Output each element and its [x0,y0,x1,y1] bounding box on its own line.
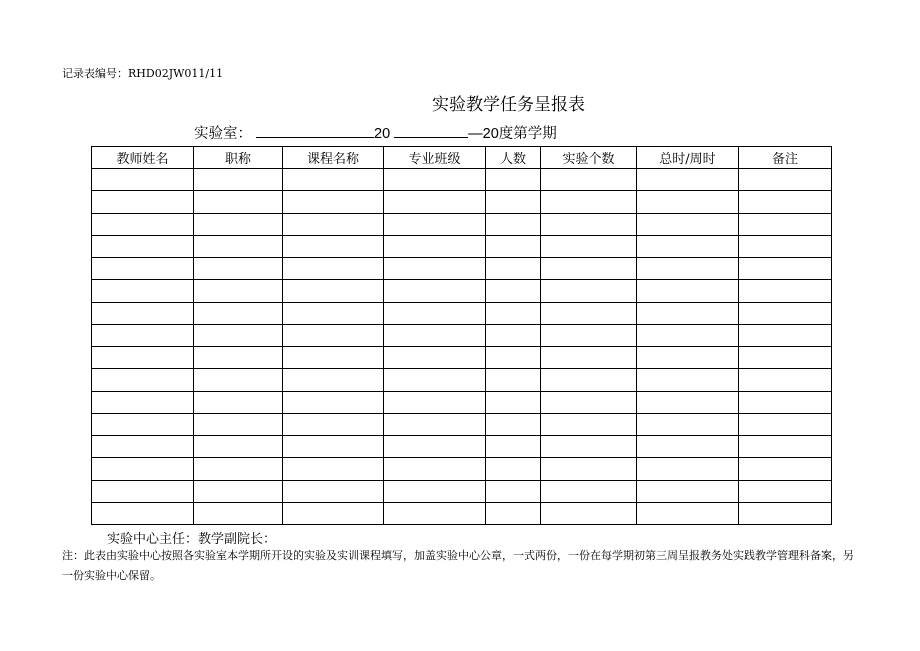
table-cell[interactable] [384,324,486,346]
record-number: 记录表编号：RHD02JW011/11 [62,67,224,80]
header-course-name: 课程名称 [283,147,384,169]
table-cell[interactable] [92,413,194,435]
table-cell[interactable] [739,169,832,191]
table-cell[interactable] [384,502,486,524]
table-cell[interactable] [739,324,832,346]
table-cell[interactable] [283,169,384,191]
table-cell[interactable] [739,280,832,302]
table-cell[interactable] [384,369,486,391]
table-cell[interactable] [541,302,637,324]
table-cell[interactable] [194,458,283,480]
signature-line [107,528,276,547]
table-cell[interactable] [637,213,739,235]
table-cell[interactable] [283,369,384,391]
header-title: 职称 [194,147,283,169]
table-cell[interactable] [739,258,832,280]
table-row [92,213,832,235]
table-cell[interactable] [194,258,283,280]
table-cell[interactable] [486,413,541,435]
table-row [92,302,832,324]
table-cell[interactable] [194,391,283,413]
table-cell[interactable] [637,191,739,213]
center-director-label: 实验中心主任： [107,532,199,547]
table-cell[interactable] [486,480,541,502]
table-cell[interactable] [637,280,739,302]
table-cell[interactable] [92,191,194,213]
table-cell[interactable] [541,502,637,524]
table-cell[interactable] [541,458,637,480]
table-cell[interactable] [541,191,637,213]
table-cell[interactable] [384,191,486,213]
table-cell[interactable] [739,413,832,435]
table-body [92,169,832,525]
table-cell[interactable] [92,324,194,346]
table-cell[interactable] [92,169,194,191]
table-cell[interactable] [486,169,541,191]
table-cell[interactable] [637,458,739,480]
table-cell[interactable] [283,280,384,302]
table-cell[interactable] [486,235,541,257]
table-cell[interactable] [283,324,384,346]
table-cell[interactable] [486,302,541,324]
table-cell[interactable] [283,191,384,213]
form-title: 实验教学任务呈报表 [432,95,585,115]
table-cell[interactable] [739,302,832,324]
table-cell[interactable] [194,235,283,257]
year-blank[interactable] [394,124,468,138]
table-cell[interactable] [541,280,637,302]
table-row [92,347,832,369]
vice-dean-label: 教学副院长： [198,532,277,547]
table-cell[interactable] [541,413,637,435]
form-subheading [194,122,557,143]
table-cell[interactable] [486,436,541,458]
table-cell[interactable] [194,324,283,346]
table-row [92,458,832,480]
table-cell[interactable] [384,213,486,235]
header-major-class: 专业班级 [384,147,486,169]
table-cell[interactable] [92,302,194,324]
year-suffix: —20度第学期 [468,126,557,142]
table-cell[interactable] [637,169,739,191]
table-cell[interactable] [92,280,194,302]
table-cell[interactable] [637,324,739,346]
table-cell[interactable] [637,502,739,524]
table-row [92,280,832,302]
table-cell[interactable] [194,191,283,213]
table-row [92,324,832,346]
header-experiment-count: 实验个数 [541,147,637,169]
table-cell[interactable] [384,391,486,413]
header-teacher-name: 教师姓名 [92,147,194,169]
header-remarks: 备注 [739,147,832,169]
table-cell[interactable] [541,213,637,235]
table-cell[interactable] [739,347,832,369]
table-cell[interactable] [486,191,541,213]
footnote: 注：此表由实验中心按照各实验室本学期所开设的实验及实训课程填写，加盖实验中心公章，一式两份，一份在每学期初第三周呈报教务处实践教学管理科备案，另一份实验中心保留。 [62,549,854,582]
table-cell[interactable] [637,391,739,413]
table-cell[interactable] [384,347,486,369]
table-cell[interactable] [283,302,384,324]
table-header-row [92,147,832,169]
table-cell[interactable] [194,436,283,458]
table-cell[interactable] [92,436,194,458]
table-cell[interactable] [486,369,541,391]
table-row [92,391,832,413]
table-cell[interactable] [541,235,637,257]
table-row [92,480,832,502]
table-cell[interactable] [283,502,384,524]
table-cell[interactable] [486,391,541,413]
table-cell[interactable] [384,458,486,480]
table-cell[interactable] [283,436,384,458]
task-report-table [91,146,832,525]
table-cell[interactable] [92,213,194,235]
table-cell[interactable] [384,436,486,458]
table-cell[interactable] [194,347,283,369]
table-cell[interactable] [739,369,832,391]
table-cell[interactable] [194,169,283,191]
table-cell[interactable] [637,436,739,458]
table-cell[interactable] [637,302,739,324]
table-cell[interactable] [283,480,384,502]
table-cell[interactable] [283,235,384,257]
table-cell[interactable] [194,213,283,235]
table-cell[interactable] [486,213,541,235]
table-cell[interactable] [384,258,486,280]
table-cell[interactable] [384,280,486,302]
table-cell[interactable] [541,436,637,458]
table-cell[interactable] [637,235,739,257]
table-cell[interactable] [384,169,486,191]
table-cell[interactable] [92,391,194,413]
table-cell[interactable] [194,480,283,502]
table-cell[interactable] [637,413,739,435]
table-cell[interactable] [486,280,541,302]
table-cell[interactable] [384,235,486,257]
table-cell[interactable] [541,480,637,502]
table-cell[interactable] [92,502,194,524]
table-cell[interactable] [541,391,637,413]
table-row [92,258,832,280]
table-cell[interactable] [384,480,486,502]
table-cell[interactable] [194,280,283,302]
table-cell[interactable] [541,369,637,391]
lab-name-blank[interactable] [256,124,374,138]
table-cell[interactable] [541,324,637,346]
table-cell[interactable] [283,391,384,413]
table-cell[interactable] [92,347,194,369]
header-student-count: 人数 [486,147,541,169]
table-cell[interactable] [541,258,637,280]
table-cell[interactable] [486,458,541,480]
table-row [92,413,832,435]
table-cell[interactable] [486,502,541,524]
table-cell[interactable] [283,213,384,235]
table-cell[interactable] [92,369,194,391]
table-cell[interactable] [194,502,283,524]
table-cell[interactable] [283,413,384,435]
table-cell[interactable] [541,347,637,369]
table-cell[interactable] [194,302,283,324]
table-cell[interactable] [739,502,832,524]
table-cell[interactable] [637,258,739,280]
table-cell[interactable] [739,235,832,257]
table-cell[interactable] [637,347,739,369]
lab-label: 实验室： [194,126,252,142]
table-cell[interactable] [739,213,832,235]
table-cell[interactable] [92,480,194,502]
table-cell[interactable] [739,191,832,213]
table-cell[interactable] [384,302,486,324]
table-cell[interactable] [739,480,832,502]
table-row [92,436,832,458]
table-row [92,191,832,213]
table-cell[interactable] [384,413,486,435]
table-cell[interactable] [194,413,283,435]
table-row [92,502,832,524]
table-cell[interactable] [739,436,832,458]
table-cell[interactable] [739,391,832,413]
table-cell[interactable] [194,369,283,391]
table-row [92,235,832,257]
year-prefix: 20 [374,126,391,142]
table-cell[interactable] [92,258,194,280]
table-cell[interactable] [637,480,739,502]
table-cell[interactable] [283,347,384,369]
table-cell[interactable] [92,235,194,257]
table-cell[interactable] [541,169,637,191]
table-cell[interactable] [637,369,739,391]
table-row [92,369,832,391]
table-cell[interactable] [283,458,384,480]
table-cell[interactable] [739,458,832,480]
table-cell[interactable] [486,347,541,369]
table-cell[interactable] [92,458,194,480]
table-row [92,169,832,191]
table-cell[interactable] [283,258,384,280]
header-hours: 总时/周时 [637,147,739,169]
table-cell[interactable] [486,324,541,346]
table-cell[interactable] [486,258,541,280]
